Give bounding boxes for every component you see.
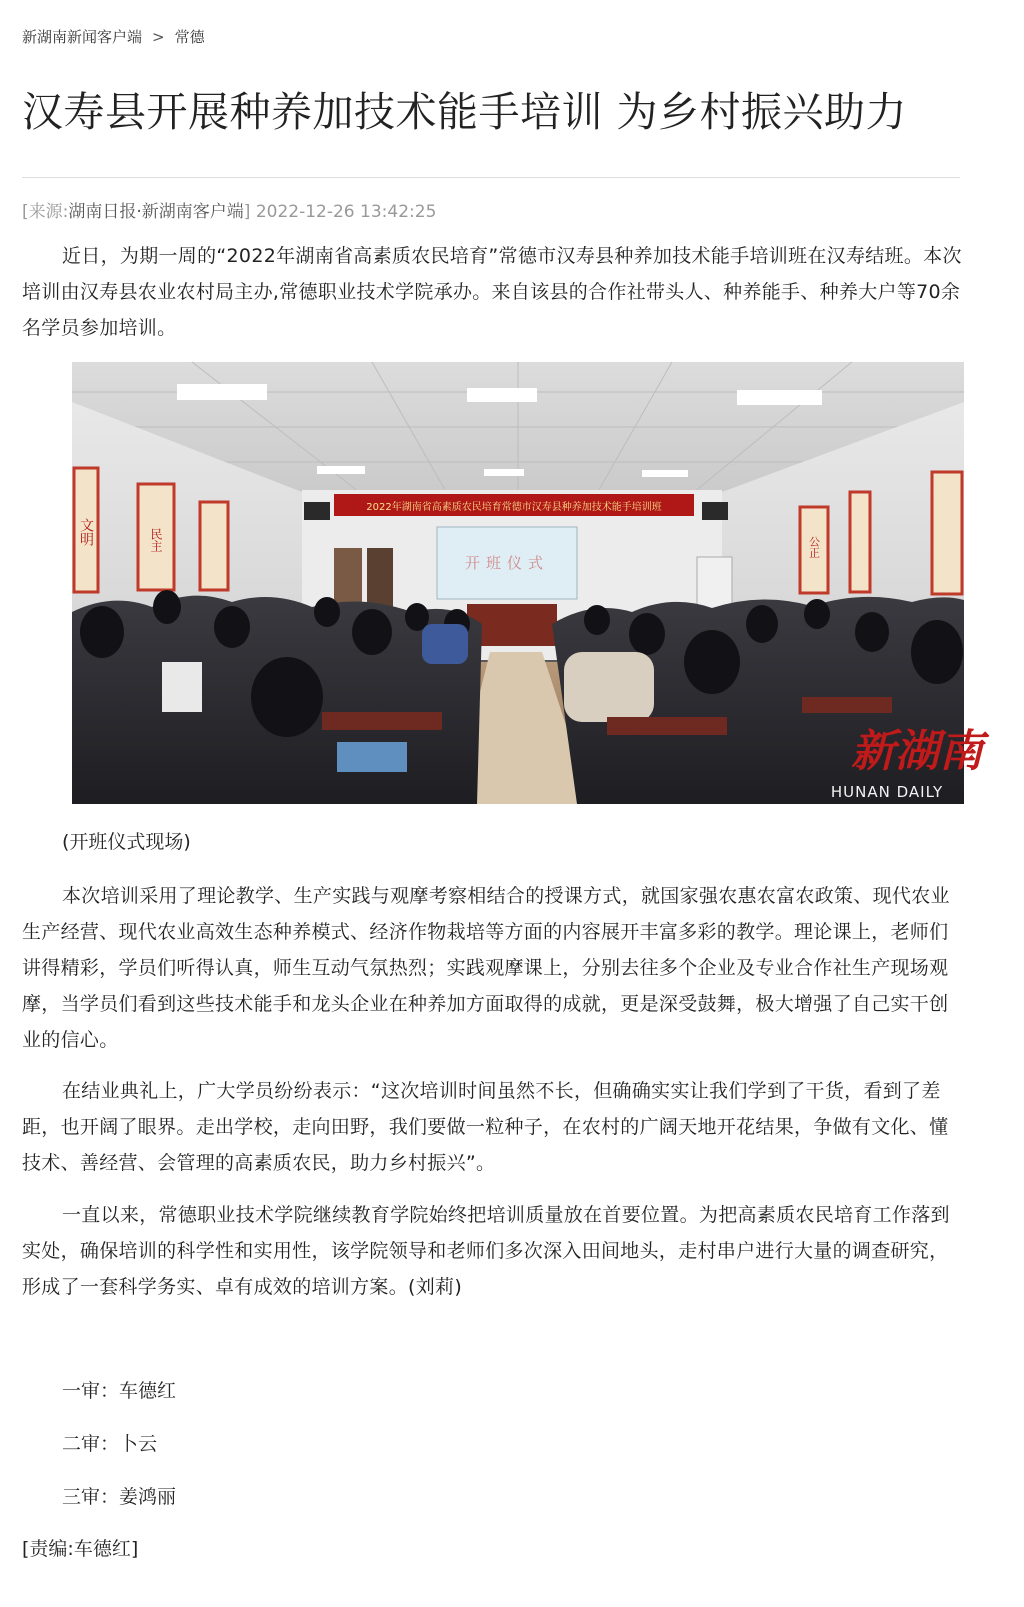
breadcrumb-home-link[interactable]: 新湖南新闻客户端 bbox=[22, 28, 143, 46]
photo-caption: (开班仪式现场) bbox=[62, 831, 191, 853]
breadcrumb-separator: > bbox=[152, 28, 165, 46]
source-label: [来源: bbox=[22, 202, 69, 222]
svg-text:民主: 民主 bbox=[149, 528, 163, 552]
paragraph-4: 一直以来，常德职业技术学院继续教育学院始终把培训质量放在首要位置。为把高素质农民培育工作落到实处，确保培训的科学性和实用性，该学院领导和老师们多次深入田间地头，走村串户进行大量的调查研究，形成了一套科学务实、卓有成效的培训方案。(刘莉) bbox=[22, 1204, 950, 1298]
breadcrumb bbox=[22, 26, 205, 47]
responsible-editor: [责编:车德红] bbox=[22, 1538, 139, 1560]
publish-datetime: 2022-12-26 13:42:25 bbox=[255, 202, 437, 222]
photo-watermark-text: HUNAN DAILY bbox=[830, 783, 944, 801]
source-close: ] bbox=[243, 202, 251, 222]
svg-text:文明: 文明 bbox=[78, 518, 94, 546]
article-photo bbox=[72, 362, 983, 804]
projector-screen-text: 开班仪式 bbox=[464, 554, 550, 572]
paragraph-3: 在结业典礼上，广大学员纷纷表示：“这次培训时间虽然不长，但确确实实让我们学到了干货，看到了差距，也开阔了眼界。走出学校，走向田野，我们要做一粒种子，在农村的广阔天地开花结果，争做有文化、懂技术、善经营、会管理的高素质农民，助力乡村振兴”。 bbox=[22, 1080, 949, 1174]
article-meta bbox=[22, 197, 436, 222]
title-divider bbox=[22, 177, 960, 178]
paragraph-1: 近日，为期一周的“2022年湖南省高素质农民培育”常德市汉寿县种养加技术能手培训班在汉寿结班。本次培训由汉寿县农业农村局主办,常德职业技术学院承办。来自该县的合作社带头人、种养能手、种养大户等70余名学员参加培训。 bbox=[22, 245, 962, 339]
breadcrumb-section-link[interactable]: 常德 bbox=[174, 28, 205, 46]
svg-text:公正: 公正 bbox=[807, 536, 821, 558]
photo-banner-text: 2022年湖南省高素质农民培育常德市汉寿县种养加技术能手培训班 bbox=[366, 502, 662, 513]
third-review: 三审：姜鸿丽 bbox=[62, 1486, 177, 1508]
article-title: 汉寿县开展种养加技术能手培训 为乡村振兴助力 bbox=[22, 88, 908, 136]
first-review: 一审：车德红 bbox=[62, 1380, 177, 1402]
paragraph-2: 本次培训采用了理论教学、生产实践与观摩考察相结合的授课方式，就国家强农惠农富农政策、现代农业生产经营、现代农业高效生态种养模式、经济作物栽培等方面的内容展开丰富多彩的教学。理论课上，老师们讲得精彩，学员们听得认真，师生互动气氛热烈；实践观摩课上，分别去往多个企业及专业合作社生产现场观摩，当学员们看到这些技术能手和龙头企业在种养加方面取得的成就，更是深受鼓舞，极大增强了自己实干创业的信心。 bbox=[22, 885, 950, 1051]
second-review: 二审：卜云 bbox=[62, 1433, 158, 1455]
photo-watermark-logo: 新湖南 bbox=[851, 726, 983, 777]
source-name: 湖南日报·新湖南客户端 bbox=[68, 202, 244, 222]
